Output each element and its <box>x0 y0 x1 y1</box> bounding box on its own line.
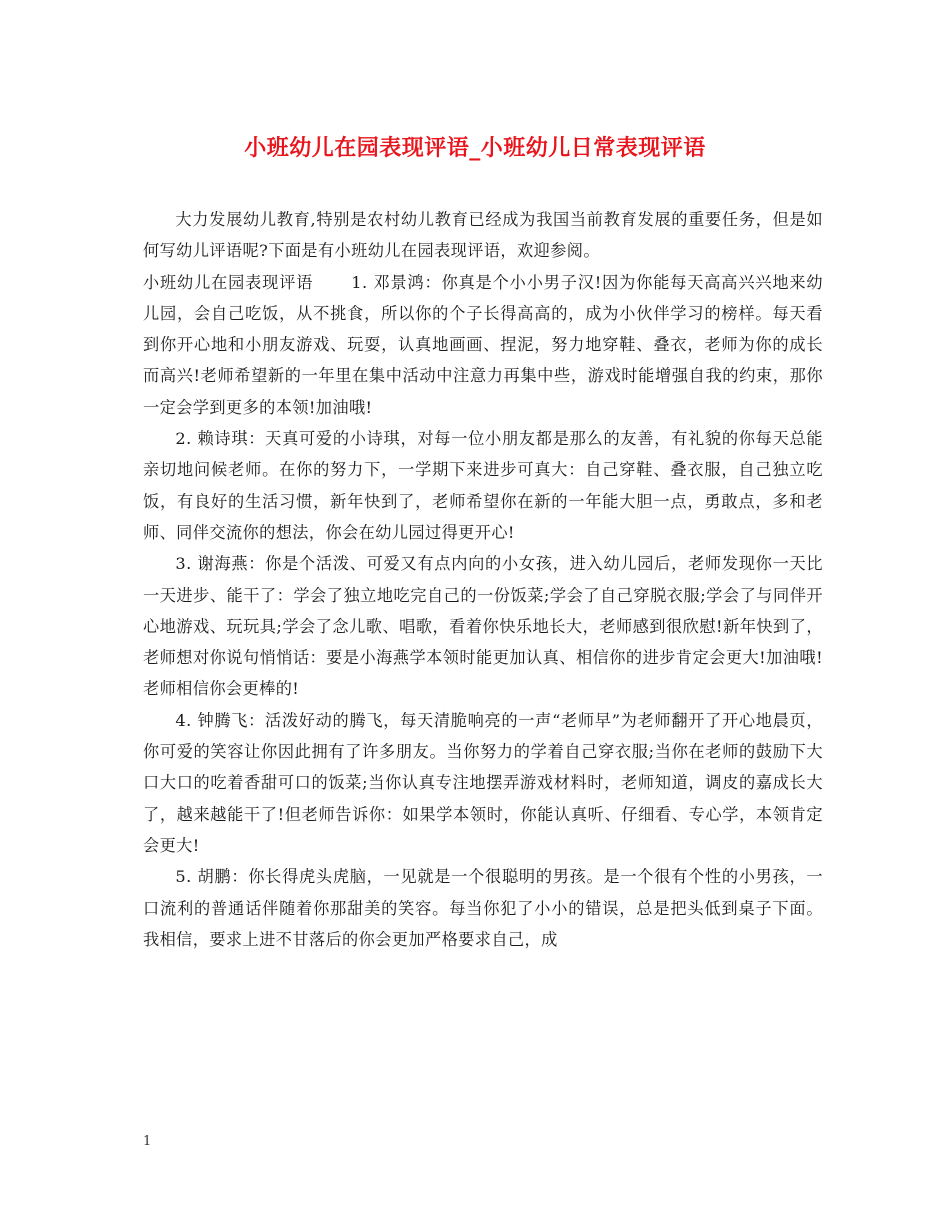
section-paragraph <box>143 267 823 423</box>
document-title: 小班幼儿在园表现评语_小班幼儿日常表现评语 <box>244 135 706 161</box>
entry-4: 4. 钟腾飞：活泼好动的腾飞，每天清脆响亮的一声“老师早”为老师翻开了开心地晨页，你可爱的笑容让你因此拥有了许多朋友。当你努力的学着自己穿衣服;当你在老师的鼓励下大口大口的吃着香甜可口的饭菜;当你认真专注地摆弄游戏材料时，老师知道，调皮的嘉成长大了，越来越能干了!但老师告诉你：如果学本领时，你能认真听、仔细看、专心学，本领肯定会更大! <box>143 710 823 855</box>
page-number: 1 <box>143 1134 152 1149</box>
document-body <box>143 204 823 955</box>
intro-paragraph: 大力发展幼儿教育,特别是农村幼儿教育已经成为我国当前教育发展的重要任务，但是如何写幼儿评语呢?下面是有小班幼儿在园表现评语，欢迎参阅。 <box>143 210 823 261</box>
entry-5: 5. 胡鹏：你长得虎头虎脑，一见就是一个很聪明的男孩。是一个很有个性的小男孩，一口流利的普通话伴随着你那甜美的笑容。每当你犯了小小的错误，总是把头低到桌子下面。我相信，要求上进不甘落后的你会更加严格要求自己，成 <box>143 867 823 949</box>
entry-3: 3. 谢海燕：你是个活泼、可爱又有点内向的小女孩，进入幼儿园后，老师发现你一天比一天进步、能干了：学会了独立地吃完自己的一份饭菜;学会了自己穿脱衣服;学会了与同伴开心地游戏、玩玩具;学会了念儿歌、唱歌，看着你快乐地长大，老师感到很欣慰!新年快到了，老师想对你说句悄悄话：要是小海燕学本领时能更加认真、相信你的进步肯定会更大!加油哦!老师相信你会更棒的! <box>143 554 823 699</box>
section-heading: 小班幼儿在园表现评语 <box>143 272 314 292</box>
entry-2: 2. 赖诗琪：天真可爱的小诗琪，对每一位小朋友都是那么的友善，有礼貌的你每天总能亲切地问候老师。在你的努力下，一学期下来进步可真大：自己穿鞋、叠衣服，自己独立吃饭，有良好的生活习惯，新年快到了，老师希望你在新的一年能大胆一点，勇敢点，多和老师、同伴交流你的想法，你会在幼儿园过得更开心! <box>143 429 823 542</box>
entry-1: 1. 邓景鸿：你真是个小小男子汉!因为你能每天高高兴兴地来幼儿园，会自己吃饭，从不挑食，所以你的个子长得高高的，成为小伙伴学习的榜样。每天看到你开心地和小朋友游戏、玩耍，认真地画画、捏泥，努力地穿鞋、叠衣，老师为你的成长而高兴!老师希望新的一年里在集中活动中注意力再集中些，游戏时能增强自我的约束，那你一定会学到更多的本领!加油哦! <box>143 272 824 417</box>
